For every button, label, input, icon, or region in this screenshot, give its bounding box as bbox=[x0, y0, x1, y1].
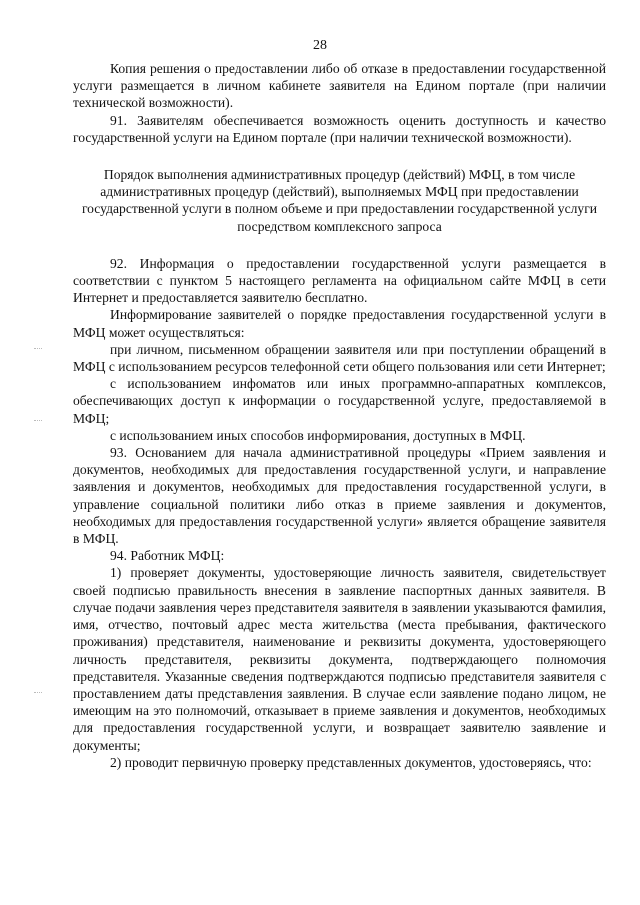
paragraph-personal-appeal: при личном, письменном обращении заявителя или при поступлении обращений в МФЦ с использованием ресурсов телефонной сети общего пользования или сети Интернет; bbox=[73, 341, 606, 375]
paragraph-copy-decision: Копия решения о предоставлении либо об отказе в предоставлении государственной услуги размещается в личном кабинете заявителя на Едином портале (при наличии технической возможности). bbox=[73, 61, 606, 111]
document-body bbox=[73, 60, 606, 771]
margin-scan-mark bbox=[34, 692, 42, 695]
paragraph-informing: Информирование заявителей о порядке предоставления государственной услуги в МФЦ может осуществляться: bbox=[73, 307, 606, 340]
margin-scan-mark bbox=[34, 348, 42, 351]
paragraph-94-item-1: 1) проверяет документы, удостоверяющие личность заявителя, свидетельствует своей подписью правильность внесения в заявление паспортных данных заявителя. В случае подачи заявления через представителя заявителя в заявлении указываются фамилия, имя, отчество, почтовый адрес места жительства (места пребывания, фактического проживания) представителя, наименование и реквизиты документа, удостоверяющего личность представителя, реквизиты документа, подтверждающего полномочия представителя. Указанные сведения подтверждаются подписью представителя заявителя с проставлением даты представления заявления. В случае если заявление подано лицом, не имеющим на это полномочий, отказывает в приеме заявления и документов, необходимых для предоставления государственной услуги, и возвращает заявителю заявление и документы; bbox=[73, 565, 606, 753]
margin-scan-mark bbox=[34, 420, 42, 423]
paragraph-other-methods: с использованием иных способов информирования, доступных в МФЦ. bbox=[110, 427, 526, 443]
section-heading: Порядок выполнения административных процедур (действий) МФЦ, в том числе административных процедур (действий), выполняемых МФЦ при предоставлении государственной услуги в полном объеме и при предоставлении государственной услуги посредством комплексного запроса bbox=[81, 167, 598, 234]
paragraph-94-item-2: 2) проводит первичную проверку представленных документов, удостоверяясь, что: bbox=[110, 754, 592, 770]
paragraph-94: 94. Работник МФЦ: bbox=[110, 548, 225, 564]
page-number: 28 bbox=[313, 38, 327, 53]
paragraph-infomats: с использованием инфоматов или иных программно-аппаратных комплексов, обеспечивающих доступ к информации о государственной услуге, предоставляемой в МФЦ; bbox=[73, 376, 606, 426]
paragraph-93: 93. Основанием для начала административной процедуры «Прием заявления и документов, необходимых для предоставления государственной услуги, и направление заявления и документов, необходимых для предоставления государственной услуги, в управление социальной политики либо отказ в приеме заявления и документов, необходимых для предоставления государственной услуги» является обращение заявителя в МФЦ. bbox=[73, 445, 606, 547]
paragraph-92: 92. Информация о предоставлении государственной услуги размещается в соответствии с пунктом 5 настоящего регламента на официальном сайте МФЦ в сети Интернет и предоставляется заявителю бесплатно. bbox=[73, 255, 606, 306]
paragraph-91: 91. Заявителям обеспечивается возможность оценить доступность и качество государственной услуги на Едином портале (при наличии технической возможности). bbox=[73, 112, 606, 145]
